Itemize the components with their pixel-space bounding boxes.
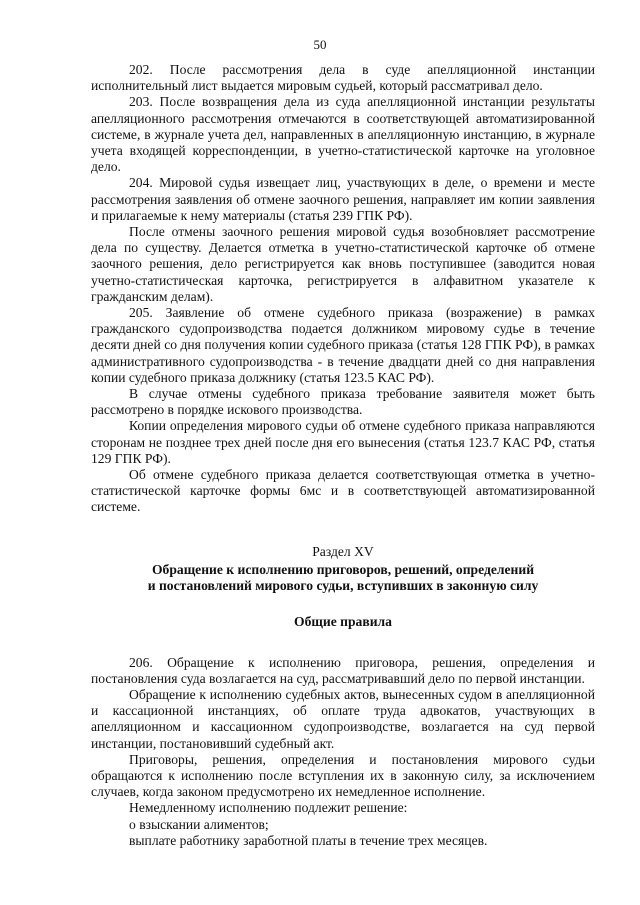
paragraph-205-cont-1: В случае отмены судебного приказа требование заявителя может быть рассмотрено в порядке искового производства. (91, 386, 595, 418)
paragraph-206: 206. Обращение к исполнению приговора, решения, определения и постановления суда возлагается на суд, рассматривавший дело по первой инстанции. (91, 654, 595, 686)
paragraph-205-cont-2: Копии определения мирового судьи об отмене судебного приказа направляются сторонам не позднее трех дней после дня его вынесения (статья 123.7 КАС РФ, статья 129 ГПК РФ). (91, 418, 595, 466)
section-title-line-2: и постановлений мирового судьи, вступивших в законную силу (147, 578, 539, 594)
paragraph-206-cont-3: Немедленному исполнению подлежит решение: (129, 800, 408, 816)
section-title-line-1: Обращение к исполнению приговоров, решений, определений (151, 561, 535, 577)
page-number: 50 (313, 37, 327, 52)
paragraph-205-cont-3: Об отмене судебного приказа делается соответствующая отметка в учетно-статистической карточке формы 6мс и в соответствующей автоматизированной системе. (91, 467, 595, 515)
paragraph-206-list-1: о взыскании алиментов; (129, 816, 269, 832)
document-body (91, 62, 595, 849)
paragraph-204-cont: После отмены заочного решения мировой судья возобновляет рассмотрение дела по существу. Делается отметка в учетно-статистической карточке об отмене заочного решения, дело регистрируется как вновь поступившее (заводится новая учетно-статистическая карточка, регистрируется в алфавитном указателе к гражданским делам). (91, 224, 595, 304)
paragraph-206-cont-2: Приговоры, решения, определения и постановления мирового судьи обращаются к исполнению после вступления их в законную силу, за исключением случаев, когда законом предусмотрено их немедленное исполнение. (91, 751, 595, 800)
paragraph-206-cont-1: Обращение к исполнению судебных актов, вынесенных судом в апелляционной и кассационной инстанциях, об оплате труда адвокатов, участвующих в апелляционном и кассационном судопроизводстве, возлагается на суд первой инстанции, постановивший судебный акт. (91, 686, 595, 751)
section-label: Раздел XV (312, 543, 374, 559)
subsection-title: Общие правила (294, 614, 392, 630)
paragraph-203: 203. После возвращения дела из суда апелляционной инстанции результаты апелляционного рассмотрения отмечаются в соответствующей автоматизированной системе, в журнале учета дел, направленных в апелляционную инстанцию, в журнале учета входящей корреспонденции, в учетно-статистической карточке на уголовное дело. (91, 94, 595, 175)
paragraph-204: 204. Мировой судья извещает лиц, участвующих в деле, о времени и месте рассмотрения заявления об отмене заочного решения, направляет им копии заявления и прилагаемые к нему материалы (статья 239 ГПК РФ). (91, 175, 595, 223)
paragraph-202: 202. После рассмотрения дела в суде апелляционной инстанции исполнительный лист выдается мировым судьей, который рассматривал дело. (91, 62, 595, 94)
paragraph-205: 205. Заявление об отмене судебного приказа (возражение) в рамках гражданского судопроизводства подается должником мировому судье в течение десяти дней со дня получения копии судебного приказа (статья 128 ГПК РФ), в рамках административного судопроизводства - в течение двадцати дней со дня направления копии судебного приказа должнику (статья 123.5 КАС РФ). (91, 305, 595, 385)
paragraph-206-list-2: выплате работнику заработной платы в течение трех месяцев. (129, 832, 488, 848)
